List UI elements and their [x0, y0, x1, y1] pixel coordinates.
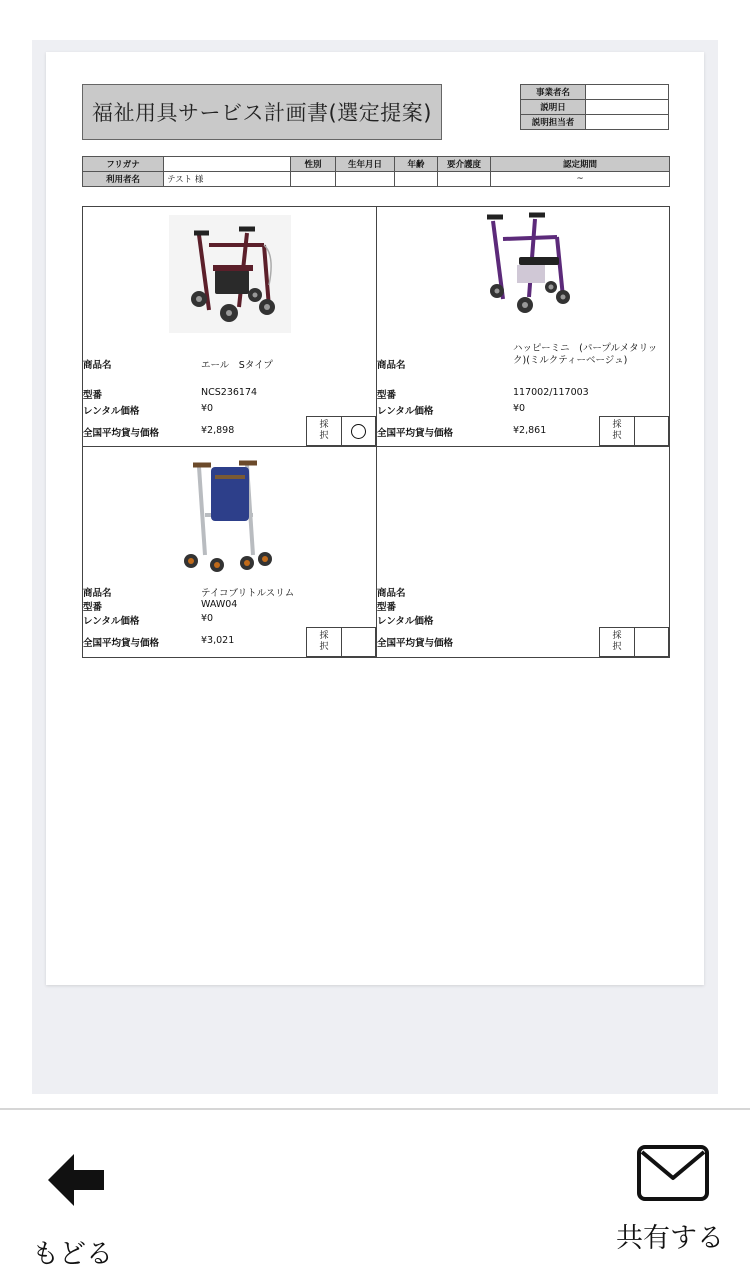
adopt-checkbox[interactable] — [635, 416, 669, 446]
user-info-table — [82, 156, 670, 187]
user-name-value: テスト 様 — [164, 172, 291, 187]
document-page — [46, 52, 704, 985]
national-avg-price-label: 全国平均貸与価格 — [83, 428, 160, 439]
rollator-red-image — [169, 215, 291, 333]
rental-price-value: ¥0 — [513, 403, 526, 414]
rental-price-value: ¥0 — [201, 403, 214, 414]
certification-period-value: ~ — [491, 172, 670, 187]
adopt-checkbox[interactable] — [342, 627, 376, 657]
certification-period-label: 認定期間 — [491, 157, 670, 172]
product-name-label: 商品名 — [83, 588, 112, 599]
model-label: 型番 — [83, 602, 103, 613]
rental-price-label: レンタル価格 — [377, 406, 434, 417]
share-button[interactable] — [608, 1144, 740, 1264]
product-photo-1 — [169, 215, 291, 333]
product-name-value: テイコブリトルスリム — [201, 588, 295, 599]
product-name-value: ハッピーミニ (パープルメタリック)(ミルクティーベージュ) — [513, 343, 658, 366]
product-photo-2 — [473, 207, 577, 325]
explanation-date-value — [586, 100, 669, 115]
adopt-label: 採 択 — [306, 627, 342, 657]
age-value — [395, 172, 438, 187]
user-name-label: 利用者名 — [83, 172, 164, 187]
product-name-value: エール Sタイプ — [201, 360, 273, 371]
back-label: もどる — [32, 1239, 113, 1270]
product-name-label: 商品名 — [377, 588, 406, 599]
adopt-label: 採 択 — [599, 627, 635, 657]
product-card-2 — [377, 207, 669, 446]
national-avg-price-value: ¥2,861 — [513, 425, 547, 436]
birthdate-value — [336, 172, 395, 187]
envelope-icon — [636, 1144, 710, 1202]
age-label: 年齢 — [395, 157, 438, 172]
rental-price-label: レンタル価格 — [83, 406, 140, 417]
care-level-label: 要介護度 — [438, 157, 491, 172]
toolbar-divider — [0, 1108, 750, 1110]
national-avg-price-label: 全国平均貸与価格 — [83, 638, 160, 649]
national-avg-price-label: 全国平均貸与価格 — [377, 638, 454, 649]
product-card-1 — [83, 207, 376, 446]
rental-price-label: レンタル価格 — [377, 616, 434, 627]
arrow-left-icon — [44, 1148, 108, 1212]
model-value: NCS236174 — [201, 387, 258, 398]
model-value: WAW04 — [201, 599, 238, 610]
national-avg-price-value: ¥2,898 — [201, 425, 235, 436]
adopt-checkbox[interactable] — [342, 416, 376, 446]
rental-price-value: ¥0 — [201, 613, 214, 624]
model-label: 型番 — [377, 390, 397, 401]
explainer-value — [586, 115, 669, 130]
model-label: 型番 — [83, 390, 103, 401]
share-label: 共有する — [616, 1223, 724, 1254]
product-photo-3 — [177, 455, 277, 577]
adopt-checkbox[interactable] — [635, 627, 669, 657]
adopt-label: 採 択 — [599, 416, 635, 446]
walker-blue-bag-image — [177, 455, 277, 577]
furigana-value — [164, 157, 291, 172]
provider-name-label: 事業者名 — [521, 85, 586, 100]
rental-price-label: レンタル価格 — [83, 616, 140, 627]
back-button[interactable] — [28, 1148, 128, 1273]
provider-info-table — [520, 84, 669, 130]
national-avg-price-value: ¥3,021 — [201, 635, 235, 646]
product-card-4 — [377, 447, 669, 657]
gender-label: 性別 — [291, 157, 336, 172]
model-value: 117002/117003 — [513, 387, 589, 398]
document-title: 福祉用具サービス計画書(選定提案) — [82, 84, 442, 140]
selected-circle-icon — [351, 424, 366, 439]
rollator-purple-image — [473, 207, 577, 325]
model-label: 型番 — [377, 602, 397, 613]
product-name-label: 商品名 — [377, 360, 406, 371]
gender-value — [291, 172, 336, 187]
furigana-label: フリガナ — [83, 157, 164, 172]
product-grid — [82, 206, 670, 658]
birthdate-label: 生年月日 — [336, 157, 395, 172]
provider-name-value — [586, 85, 669, 100]
document-viewer[interactable] — [32, 40, 718, 1094]
national-avg-price-label: 全国平均貸与価格 — [377, 428, 454, 439]
explainer-label: 説明担当者 — [521, 115, 586, 130]
adopt-label: 採 択 — [306, 416, 342, 446]
explanation-date-label: 説明日 — [521, 100, 586, 115]
care-level-value — [438, 172, 491, 187]
product-card-3 — [83, 447, 376, 657]
product-name-label: 商品名 — [83, 360, 112, 371]
